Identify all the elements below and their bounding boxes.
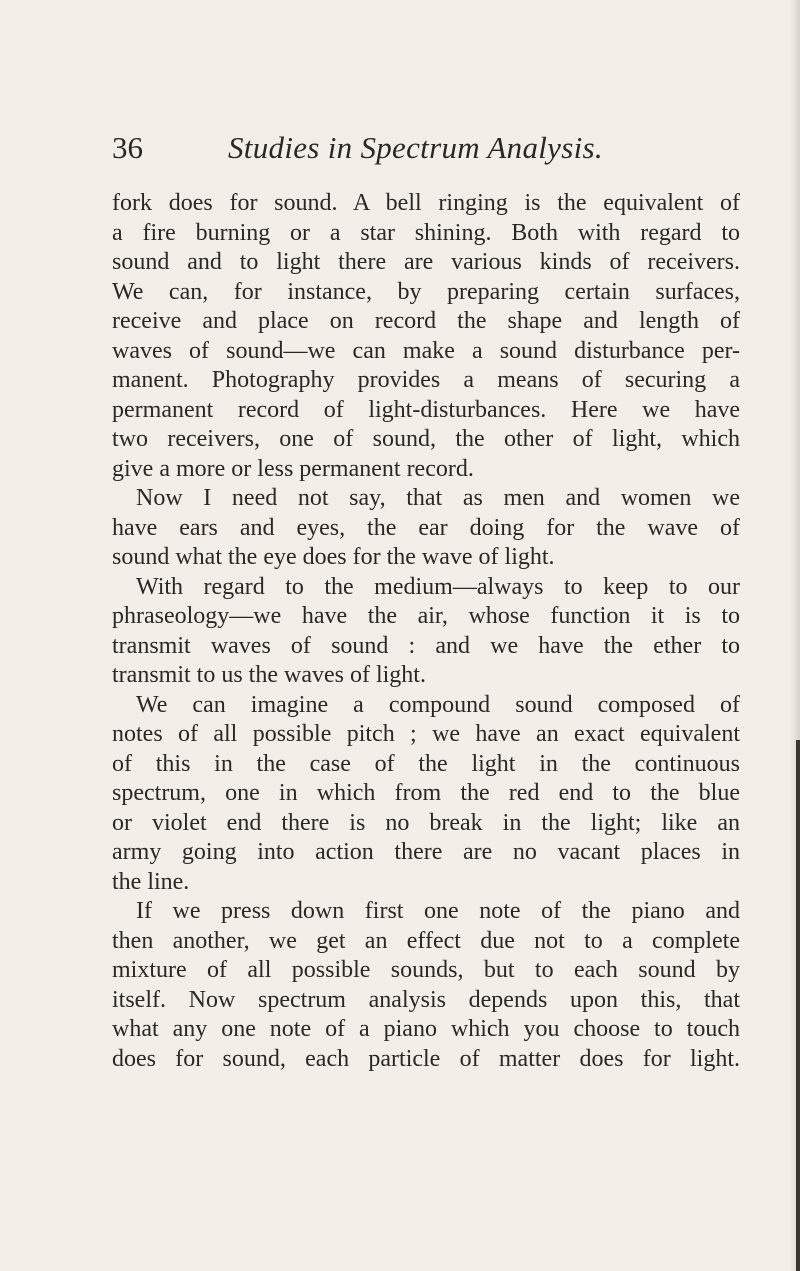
text-line: Now I need not say, that as men and women we [136,485,740,511]
text-line: army going into action there are no vacant places in [112,839,740,865]
text-line: itself. Now spectrum analysis depends upon this, that [112,986,740,1013]
text-line: manent. Photography provides a means of securing a [112,367,740,393]
text-line: does for sound, each particle of matter does for light. [112,1045,740,1072]
text-line: what any one note of a piano which you choose to touch [112,1016,740,1042]
text-line: spectrum, one in which from the red end to the blue [112,780,740,806]
text-line: sound what the eye does for the wave of light. [112,544,555,570]
text-line: receive and place on record the shape and length of [112,308,740,334]
text-line: transmit waves of sound : and we have the ether to [112,632,740,659]
text-line: of this in the case of the light in the continuous [112,750,740,777]
text-line: two receivers, one of sound, the other of light, which [112,426,740,452]
text-line: phraseology—we have the air, whose function it is to [112,603,740,629]
text-line: notes of all possible pitch ; we have an exact equivalent [112,721,740,747]
text-line: sound and to light there are various kinds of receivers. [112,249,740,275]
page-number: 36 [112,130,143,165]
text-line: If we press down first one note of the piano and [136,898,740,924]
text-line: We can imagine a compound sound composed of [136,691,740,718]
body-text [112,189,740,1074]
running-title: Studies in Spectrum Analysis. [228,130,603,165]
text-line: mixture of all possible sounds, but to each sound by [112,957,740,983]
page-edge-binding [796,740,800,1271]
text-line: fork does for sound. A bell ringing is the equivalent of [112,190,740,216]
text-line: give a more or less permanent record. [112,455,474,482]
text-line: transmit to us the waves of light. [112,662,426,688]
text-line: or violet end there is no break in the light; like an [112,809,740,836]
text-line: then another, we get an effect due not to a complete [112,927,740,954]
text-line: permanent record of light-disturbances. Here we have [112,396,740,423]
text-line: the line. [112,868,190,895]
text-line: have ears and eyes, the ear doing for the wave of [112,514,740,541]
text-line: With regard to the medium—always to keep to our [136,573,740,600]
text-line: waves of sound—we can make a sound disturbance per- [112,337,740,364]
text-line: a fire burning or a star shining. Both with regard to [112,219,740,246]
page-header [112,128,752,172]
text-line: We can, for instance, by preparing certain surfaces, [112,278,740,305]
